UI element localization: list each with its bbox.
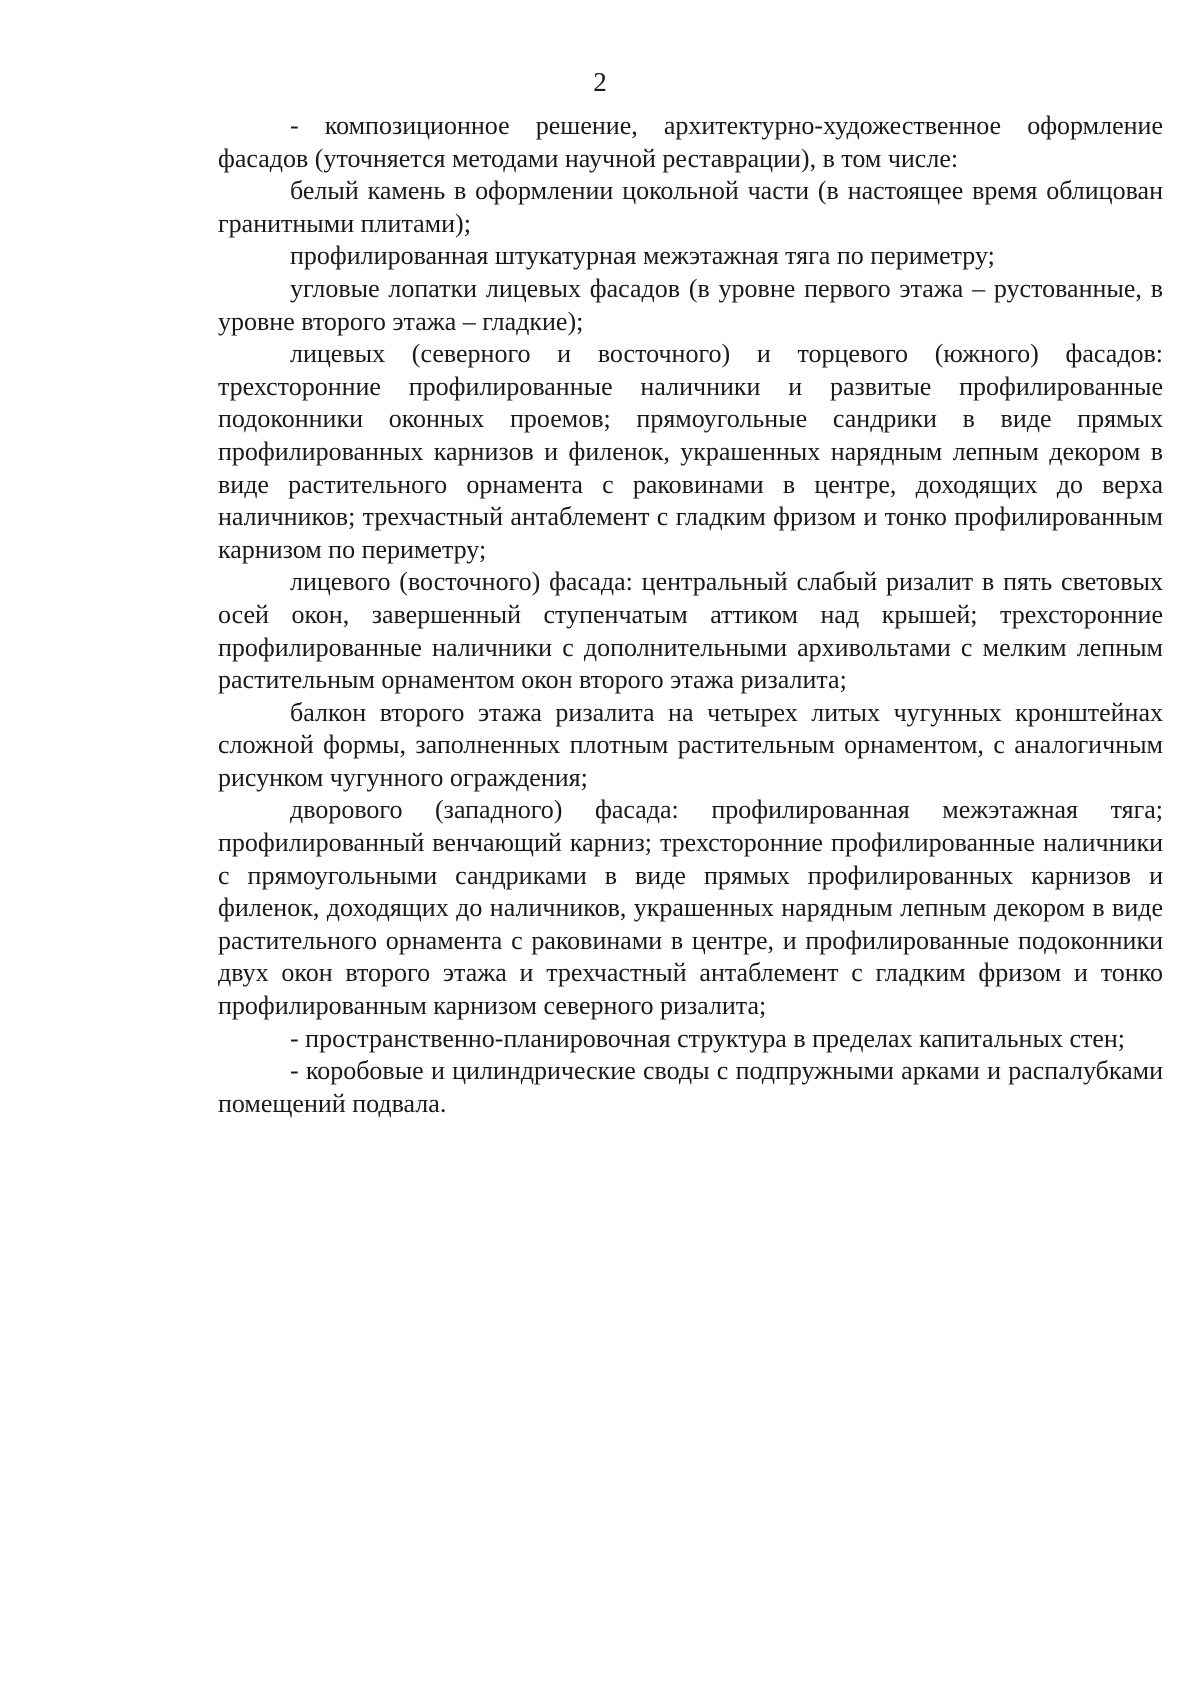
paragraph-plaster-belt: профилированная штукатурная межэтажная тяга по периметру; bbox=[290, 241, 995, 271]
paragraph-east-facade: лицевого (восточного) фасада: центральный слабый ризалит в пять световых осей окон, завершенный ступенчатым аттиком над крышей; трехсторонние профилированные наличники с дополнительными архивольтами с мелким лепным растительным орнаментом окон второго этажа ризалита; bbox=[218, 567, 1163, 695]
paragraph-courtyard-facade: дворового (западного) фасада: профилированная межэтажная тяга; профилированный венчающий карниз; трехсторонние профилированные наличники с прямоугольными сандриками в виде прямых профилированных карнизов и филенок, доходящих до наличников, украшенных нарядным лепным декором в виде растительного орнамента с раковинами в центре, и профилированные подоконники двух окон второго этажа и трехчастный антаблемент с гладким фризом и тонко профилированным карнизом северного ризалита; bbox=[218, 795, 1163, 1021]
paragraph-balcony: балкон второго этажа ризалита на четырех литых чугунных кронштейнах сложной формы, заполненных плотным растительным орнаментом, с аналогичным рисунком чугунного ограждения; bbox=[218, 697, 1163, 792]
page-number: 2 bbox=[593, 67, 607, 97]
document-body bbox=[218, 110, 1163, 1120]
paragraph-basement-vaults: - коробовые и цилиндрические своды с подпружными арками и распалубками помещений подвала. bbox=[218, 1056, 1163, 1118]
paragraph-corner-pilasters: угловые лопатки лицевых фасадов (в уровне первого этажа – рустованные, в уровне второго этажа – гладкие); bbox=[218, 273, 1163, 336]
paragraph-white-stone: белый камень в оформлении цокольной части (в настоящее время облицован гранитными плитами); bbox=[218, 176, 1163, 238]
paragraph-front-facades: лицевых (северного и восточного) и торцевого (южного) фасадов: трехсторонние профилированные наличники и развитые профилированные подоконники оконных проемов; прямоугольные сандрики в виде прямых профилированных карнизов и филенок, украшенных нарядным лепным декором в виде растительного орнамента с раковинами в центре, доходящих до верха наличников; трехчастный антаблемент с гладким фризом и тонко профилированным карнизом по периметру; bbox=[218, 339, 1163, 564]
paragraph-spatial-structure: - пространственно-планировочная структура в пределах капитальных стен; bbox=[290, 1023, 1126, 1053]
paragraph-composition: - композиционное решение, архитектурно-художественное оформление фасадов (уточняется методами научной реставрации), в том числе: bbox=[218, 111, 1163, 173]
